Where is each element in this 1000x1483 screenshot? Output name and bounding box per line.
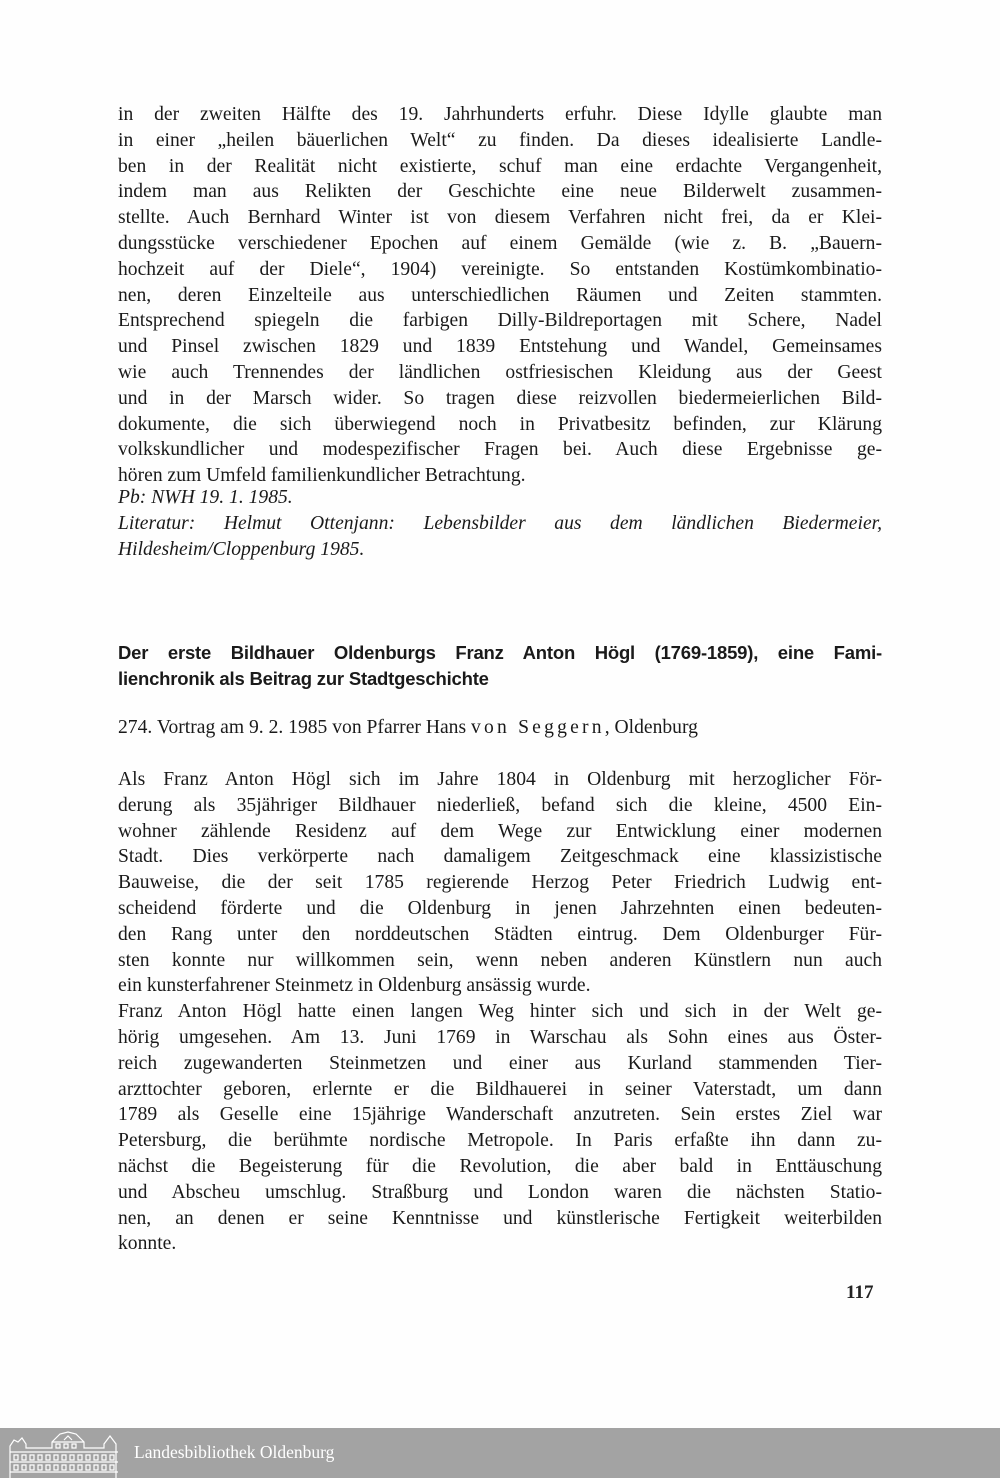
section-1-references [118,485,882,562]
heading-line: Der erste Bildhauer Oldenburgs Franz Anton Högl (1769-1859), eine Fami- [118,642,882,663]
text-line: wohner zählende Residenz auf dem Wege zur Entwicklung einer modernen [118,820,882,842]
literature-line: Literatur: Helmut Ottenjann: Lebensbilder aus dem ländlichen Biedermeier, [118,512,882,534]
section-2-heading [118,640,882,692]
text-line: reich zugewanderten Steinmetzen und einer aus Kurland stammenden Tier- [118,1052,882,1074]
page-number: 117 [846,1282,874,1303]
paragraph [118,767,882,999]
paragraph [118,102,882,489]
lecture-info [118,715,698,741]
text-line: dungsstücke verschiedener Epochen auf einem Gemälde (wie z. B. „Bauern- [118,232,882,254]
literature-line: Hildesheim/Cloppenburg 1985. [118,538,365,560]
text-line: hochzeit auf der Diele“, 1904) vereinigte. So entstanden Kostümkombinatio- [118,258,882,280]
lecture-suffix: , Oldenburg [604,717,698,738]
text-line: dokumente, die sich überwiegend noch in Privatbesitz befinden, zur Klärung [118,413,882,435]
footer-bar [0,1428,1000,1478]
text-line: Stadt. Dies verkörperte nach damaligem Zeitgeschmack eine klassizistische [118,846,882,868]
text-line: sten konnte nur willkommen sein, wenn neben anderen Künstlern nun auch [118,949,882,971]
heading-line: lienchronik als Beitrag zur Stadtgeschichte [118,668,489,689]
text-line: Entsprechend spiegeln die farbigen Dilly-Bildreportagen mit Schere, Nadel [118,310,882,332]
text-line: derung als 35jähriger Bildhauer niederließ, befand sich die kleine, 4500 Ein- [118,794,882,816]
text-line: hören zum Umfeld familienkundlicher Betrachtung. [118,465,526,487]
text-line: volkskundlicher und modespezifischer Fragen bei. Auch diese Ergebnisse ge- [118,439,882,461]
text-line: ben in der Realität nicht existierte, schuf man eine erdachte Vergangenheit, [118,155,882,177]
text-line: nächst die Begeisterung für die Revolution, die aber bald in Enttäuschung [118,1155,882,1177]
text-line: in einer „heilen bäuerlichen Welt“ zu finden. Da dieses idealisierte Landle- [118,129,882,151]
text-line: wie auch Trennendes der ländlichen ostfriesischen Kleidung aus der Geest [118,361,882,383]
text-line: und in der Marsch wider. So tragen diese reizvollen biedermeierlichen Bild- [118,387,882,409]
section-2-body [118,767,882,1257]
text-line: und Abscheu umschlug. Straßburg und London waren die nächsten Statio- [118,1181,882,1203]
text-line: Als Franz Anton Högl sich im Jahre 1804 in Oldenburg mit herzoglicher För- [118,769,882,790]
text-line: scheidend förderte und die Oldenburg in jenen Jahrzehnten einen bedeuten- [118,897,882,919]
text-line: in der zweiten Hälfte des 19. Jahrhunderts erfuhr. Diese Idylle glaubte man [118,104,882,125]
text-line: 1789 als Geselle eine 15jährige Wanderschaft anzutreten. Sein erstes Ziel war [118,1104,882,1126]
library-building-icon [4,1430,124,1478]
text-line: indem man aus Relikten der Geschichte eine neue Bilderwelt zusammen- [118,181,882,203]
text-line: den Rang unter den norddeutschen Städten eintrug. Dem Oldenburger Für- [118,923,882,945]
text-line: stellte. Auch Bernhard Winter ist von diesem Verfahren nicht frei, da er Klei- [118,207,882,229]
text-line: Franz Anton Högl hatte einen langen Weg hinter sich und sich in der Welt ge- [118,1001,882,1023]
text-line: konnte. [118,1233,177,1255]
source-note: Pb: NWH 19. 1. 1985. [118,487,293,508]
speaker-surname: von Seggern [471,717,605,738]
text-line: ein kunsterfahrener Steinmetz in Oldenburg ansässig wurde. [118,975,591,997]
section-1-body [118,102,882,489]
lecture-prefix: 274. Vortrag am 9. 2. 1985 von Pfarrer Hans [118,717,471,738]
text-line: nen, deren Einzelteile aus unterschiedlichen Räumen und Zeiten stammten. [118,284,882,306]
text-line: nen, an denen er seine Kenntnisse und künstlerische Fertigkeit weiterbilden [118,1207,882,1229]
text-line: hörig umgesehen. Am 13. Juni 1769 in Warschau als Sohn eines aus Öster- [118,1026,882,1048]
text-line: Bauweise, die der seit 1785 regierende Herzog Peter Friedrich Ludwig ent- [118,872,882,894]
text-line: Petersburg, die berühmte nordische Metropole. In Paris erfaßte ihn dann zu- [118,1130,882,1152]
text-line: und Pinsel zwischen 1829 und 1839 Entstehung und Wandel, Gemeinsames [118,336,882,358]
library-name: Landesbibliothek Oldenburg [134,1442,335,1462]
paragraph [118,999,882,1257]
text-line: arzttochter geboren, erlernte er die Bildhauerei in seiner Vaterstadt, um dann [118,1078,882,1100]
